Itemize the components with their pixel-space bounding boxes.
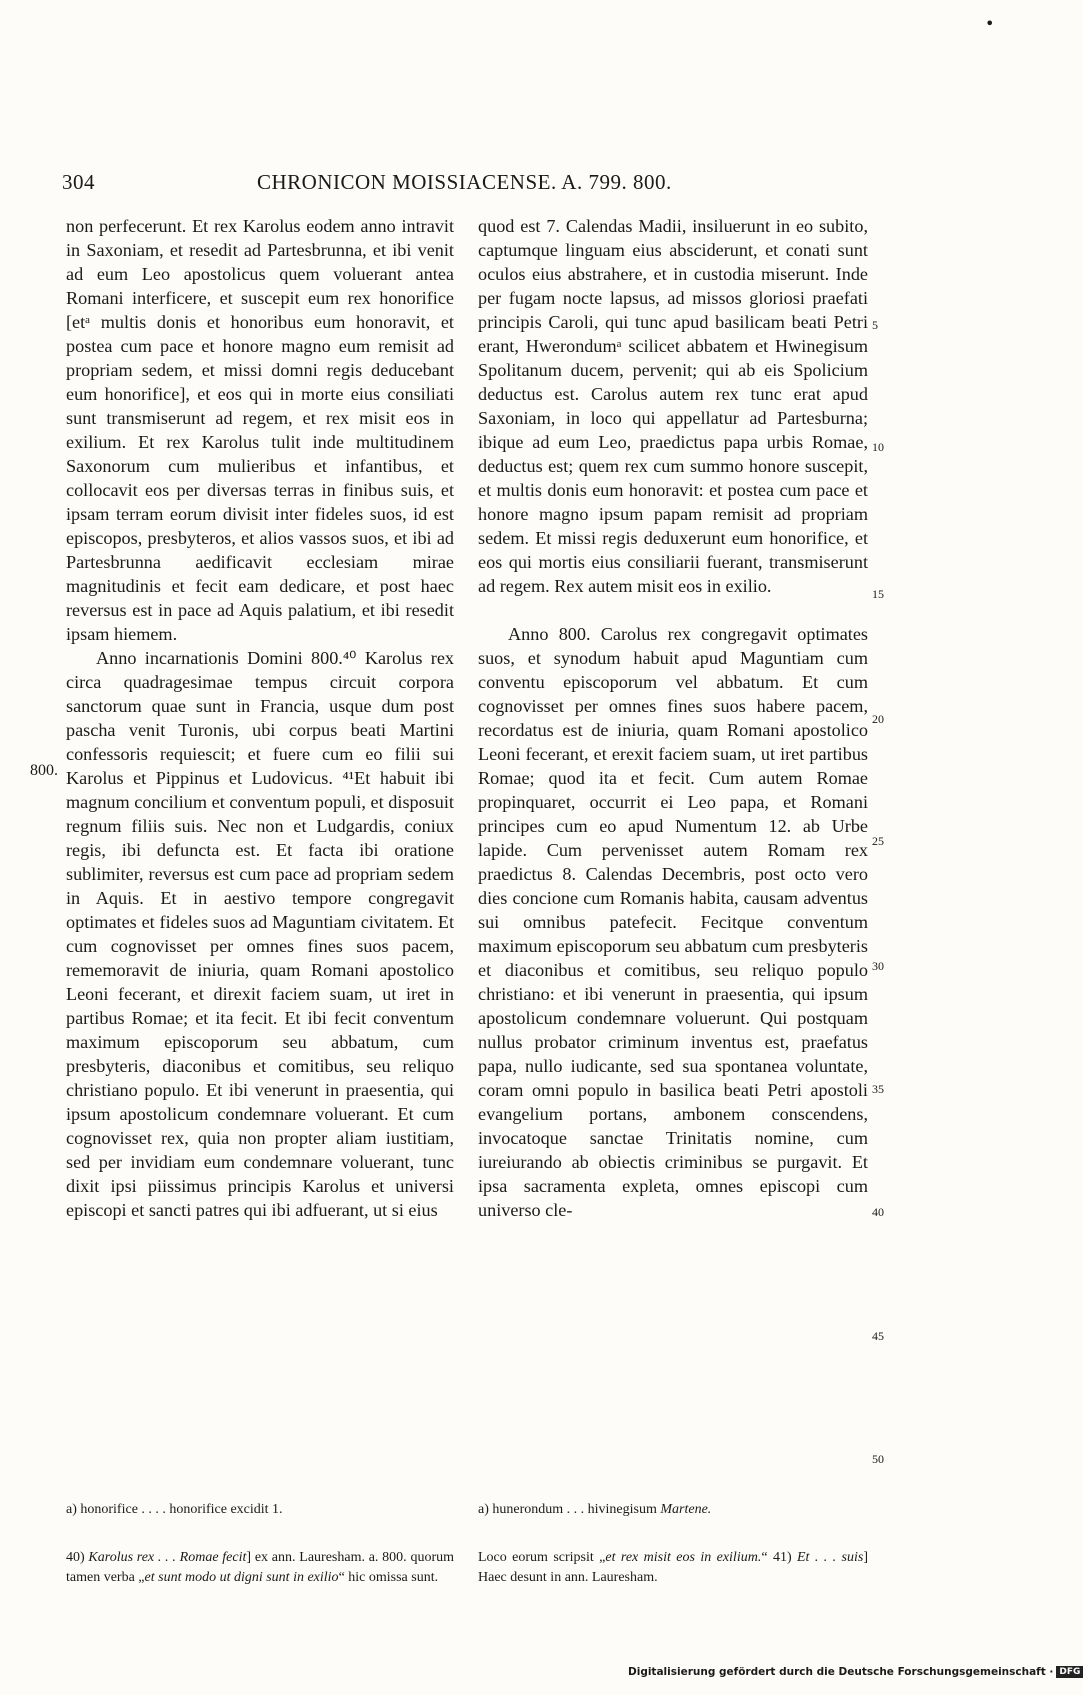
footnote-italic: Et . . . suis [797, 1550, 864, 1565]
line-number: 10 [872, 440, 884, 454]
left-paragraph-1: non perfecerunt. Et rex Karolus eodem anno intravit in Saxoniam, et resedit ad Partesbrunna, et ibi venit ad eum Leo apostolicus quem voluerant antea Romani interficere, et suscepit eum rex honorifice [etᵃ multis donis et honoribus eum honoravit, et postea cum pace et honore magno eum remisit ad propriam sedem, et missi domni regis deducebant eum honorifice], et eos qui in morte eius consiliati sunt transmiserunt ad regem, et rex misit eos in exilium. Et rex Karolus tulit inde multitudinem Saxonorum cum mulieribus et infantibus, et collocavit eos per diversas terras in finibus suis, et ipsam terram eorum divisit inter fideles suos, id est episcopos, presbyteros, et alios vassos suos, et ibi ad Partesbrunna aedificavit ecclesiam mirae magnitudinis et fecit eam dedicare, et post haec reversus est in pace ad Aquis palatium, et ibi resedit ipsam hiemem. [66, 216, 454, 644]
footnote-text: ] Haec desunt in ann. Lauresham. [478, 1550, 868, 1585]
footnote-text: “ hic omissa sunt. [338, 1570, 439, 1585]
line-number: 50 [872, 1452, 884, 1466]
footnote-text: ] ex ann. Lauresham. a. 800. quorum tamen verba „ [66, 1550, 454, 1585]
line-number: 45 [872, 1329, 884, 1343]
line-number: 15 [872, 587, 884, 601]
page-header [62, 170, 882, 204]
footnote-italic: Martene. [660, 1502, 712, 1517]
footnote-text: a) hunerondum . . . hivinegisum [478, 1502, 661, 1517]
footnote-a-right [478, 1500, 868, 1520]
margin-year: 800. [30, 762, 58, 779]
footnote-italic: et rex misit eos in exilium. [605, 1550, 762, 1565]
credit-text: Digitalisierung gefördert durch die Deutsche Forschungsgemeinschaft · [628, 1666, 1054, 1678]
line-number: 40 [872, 1205, 884, 1219]
line-number: 25 [872, 834, 884, 848]
line-number: 35 [872, 1082, 884, 1096]
footnote-40 [66, 1548, 454, 1588]
right-paragraph-1: quod est 7. Calendas Madii, insiluerunt in eo subito, captumque linguam eius absciderunt, et conati sunt oculos eius abstrahere, et in custodia miserunt. Inde per fugam nocte lapsus, ad missos gloriosi praefati principis Caroli, qui tunc apud basilicam beati Petri erant, Hwerondumᵃ scilicet abbatem et Hwinegisum Spolitanum ducem, pervenit; qui ab eis Spolicium deductus est. Carolus autem rex tunc erat apud Saxoniam, in loco qui appellatur ad Partesburna; ibique ad eum Leo, praedictus papa urbis Romae, deductus est; quem rex cum summo honore suscepit, et multis donis eum honoravit: et postea cum pace et honore magno ipsum papam remisit ad propriam sedem. Et missi regis deduxerunt eum honorifice, et eos qui mortis eius consiliarii fuerant, transmiserunt ad regem. Rex autem misit eos in exilio. [478, 216, 868, 596]
right-column [478, 214, 868, 1222]
digitization-credit [628, 1666, 1081, 1678]
left-paragraph-2: Anno incarnationis Domini 800.⁴⁰ Karolus rex circa quadragesimae tempus circuit corpora sanctorum quae sunt in Francia, usque dum post pascha venit Turonis, ubi corpus beati Martini confessoris requiescit; et fuere cum eo filii sui Karolus et Pippinus et Ludovicus. ⁴¹Et habuit ibi magnum concilium et conventum populi, et disposuit regnum filiis suis. Nec non et Ludgardis, coniux regis, ibi defuncta est. Et facta ibi oratione sublimiter, reversus est cum pace ad propriam sedem in Aquis. Et in aestivo tempore congregavit optimates et fideles suos ad Maguntiam civitatem. Et cum cognovisset per omnes fines suos pacem, rememoravit de iniuria, quam Romani apostolico Leoni fecerant, et direxit faciem suam, ut iret in partibus Romae; et ita fecit. Et ibi fecit conventum maximum episcoporum seu abbatum, cum presbyteris, diaconibus et comitibus, seu reliquo christiano populo. Et ibi venerunt in praesentia, qui ipsum apostolicum condemnare voluerant. Et cum cognovisset rex, quia non propter aliam iustitiam, sed per invidiam eum condemnare voluerant, tunc dixit ipsi piissimus principis Karolus et universi episcopi et sancti patres qui ibi adfuerant, ut si eius [66, 648, 454, 1220]
line-number: 20 [872, 712, 884, 726]
left-column [66, 214, 454, 1222]
dfg-logo: DFG [1056, 1666, 1083, 1678]
footnote-text: Loco eorum scripsit „ [478, 1550, 606, 1565]
footnote-italic: et sunt modo ut digni sunt in exilio [144, 1570, 339, 1585]
scan-mark: • [985, 14, 995, 33]
footnote-text: “ 41) [761, 1550, 797, 1565]
right-paragraph-2: Anno 800. Carolus rex congregavit optimates suos, et synodum habuit apud Maguntiam cum conventu episcoporum vel abbatum. Et cum cognovisset per omnes fines suos habere pacem, recordatus est de iniuria, quam Romani apostolico Leoni fecerant, et erexit faciem suam, ut iret partibus Romae; quod ita et fecit. Cum autem Romae propinquaret, occurrit ei Leo papa, et Romani principes cum eo apud Numentum 12. ab Urbe lapide. Cum pervenisset autem Romam rex praedictus 8. Calendas Decembris, post octo vero dies concione cum Romanis habita, causam adventus sui omnibus patefecit. Fecitque conventum maximum episcoporum seu abbatum cum presbyteris et diaconibus et comitibus, seu reliquo populo christiano: et ibi venerunt in praesentia, qui ipsum apostolicum condemnare voluerunt. Qui postquam nullus probator criminum inventus est, praefatus papa, nullo iudicante, sed sua spontanea voluntate, coram omni populo in basilica beati Petri apostoli evangelium portans, ambonem conscendens, invocatoque sanctae Trinitatis nomine, cum iureiurando ab obiectis criminibus se purgavit. Et ipsa sacramenta expleta, omnes episcopi cum universo cle- [478, 624, 868, 1220]
footnote-italic: Karolus rex . . . Romae fecit [88, 1550, 247, 1565]
line-number: 30 [872, 959, 884, 973]
footnote-a-left: a) honorifice . . . . honorifice excidit 1. [66, 1502, 283, 1517]
running-head: CHRONICON MOISSIACENSE. A. 799. 800. [257, 170, 672, 194]
page-number: 304 [62, 170, 95, 194]
footnote-40-41-cont [478, 1548, 868, 1588]
line-number: 5 [872, 318, 878, 332]
footnote-text: 40) [66, 1550, 89, 1565]
